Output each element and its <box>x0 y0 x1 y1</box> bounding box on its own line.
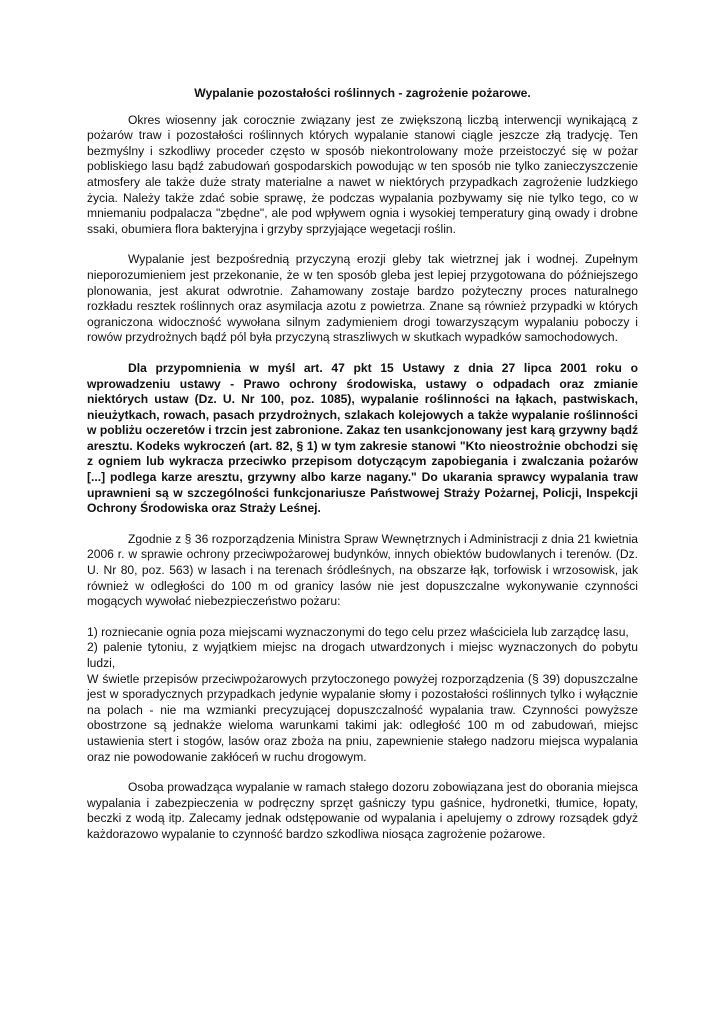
paragraph-closing: Osoba prowadząca wypalanie w ramach stałego dozoru zobowiązana jest do oborania miejsca wypalania i zabezpieczenia w podręczny sprzęt gaśniczy typu gaśnice, hydronetki, tłumice, łopaty, beczki z wodą itp. Zalecamy jednak odstępowanie od wypalania i apelujemy o zdrowy rozsądek gdyż każdorazowo wypalanie to czynność bardzo szkodliwa niosąca zagrożenie pożarowe. <box>87 780 638 841</box>
paragraph-after-list: W świetle przepisów przeciwpożarowych przytoczonego powyżej rozporządzenia (§ 39) dopuszczalne jest w sporadycznych przypadkach jedynie wypalanie słomy i pozostałości roślinnych tylko i wyłącznie na polach - nie ma wzmianki precyzującej dopuszczalność wypalania traw. Czynności powyższe obostrzone są jednakże wieloma warunkami takimi jak: odległość 100 m od zabudowań, miejsc ustawienia stert i stogów, lasów oraz zboża na pniu, zapewnienie stałego nadzoru miejsca wypalania oraz nie powodowanie zakłóceń w ruchu drogowym. <box>87 671 638 764</box>
paragraph-erosion: Wypalanie jest bezpośrednią przyczyną erozji gleby tak wietrznej jak i wodnej. Zupełnym nieporozumieniem jest przekonanie, że w ten sposób gleba jest lepiej przygotowana do późniejszego plonowania, jest akurat odwrotnie. Zahamowany zostaje bardzo pożyteczny proces naturalnego rozkładu resztek roślinnych oraz asymilacja azotu z powietrza. Znane są również przypadki w których ograniczona widoczność wywołana silnym zadymieniem drogi towarzyszącym wypalaniu poboczy i rowów przydrożnych bądź pól była przyczyną straszliwych w skutkach wypadków samochodowych. <box>87 252 638 345</box>
restrictions-list <box>87 625 638 765</box>
list-item: 2) palenie tytoniu, z wyjątkiem miejsc na drogach utwardzonych i miejsc wyznaczonych do pobytu ludzi, <box>87 640 638 670</box>
document-title: Wypalanie pozostałości roślinnych - zagrożenie pożarowe. <box>194 86 531 100</box>
document-page <box>87 86 638 843</box>
list-item: 1) rozniecanie ognia poza miejscami wyznaczonymi do tego celu przez właściciela lub zarządcę lasu, <box>87 624 629 639</box>
paragraph-legal-reminder: Dla przypomnienia w myśl art. 47 pkt 15 Ustawy z dnia 27 lipca 2001 roku o wprowadzeniu ustawy - Prawo ochrony środowiska, ustawy o odpadach oraz zmianie niektórych ustaw (Dz. U. Nr 100, poz. 1085), wypalanie roślinności na łąkach, pastwiskach, nieużytkach, rowach, pasach przydrożnych, szlakach kolejowych a także wypalanie roślinności w pobliżu oczeretów i trzcin jest zabronione. Zakaz ten usankcjonowany jest karą grzywny bądź aresztu. Kodeks wykroczeń (art. 82, § 1) w tym zakresie stanowi "Kto nieostrożnie obchodzi się z ogniem lub wykracza przeciwko przepisom dotyczącym zapobiegania i zwalczania pożarów [...] podlega karze aresztu, grzywny albo karze nagany." Do ukarania sprawcy wypalania traw uprawnieni są w szczególności funkcjonariusze Państwowej Straży Pożarnej, Policji, Inspekcji Ochrony Środowiska oraz Straży Leśnej. <box>87 360 638 516</box>
paragraph-intro: Okres wiosenny jak corocznie związany jest ze zwiększoną liczbą interwencji wynikającą z pożarów traw i pozostałości roślinnych których wypalanie stanowi ciągle jeszcze złą tradycję. Ten bezmyślny i szkodliwy proceder często w sposób niekontrolowany może przeistoczyć się w pożar pobliskiego lasu bądź zabudowań gospodarskich powodując w ten sposób nie tylko zanieczyszczenie atmosfery ale także duże straty materialne a nawet w niektórych przypadkach zagrożenie ludzkiego życia. Należy także zdać sobie sprawę, że podczas wypalania pozbywamy się nie tylko tego, co w mniemaniu podpalacza "zbędne", ale pod wpływem ognia i wysokiej temperatury giną owady i drobne ssaki, obumiera flora bakteryjna i grzyby sprzyjające wegetacji roślin. <box>87 112 638 236</box>
paragraph-regulation: Zgodnie z § 36 rozporządzenia Ministra Spraw Wewnętrznych i Administracji z dnia 21 kwietnia 2006 r. w sprawie ochrony przeciwpożarowej budynków, innych obiektów budowlanych i terenów. (Dz. U. Nr 80, poz. 563) w lasach i na terenach śródleśnych, na obszarze łąk, torfowisk i wrzosowisk, jak również w odległości do 100 m od granicy lasów nie jest dopuszczalne wykonywanie czynności mogących wywołać niebezpieczeństwo pożaru: <box>87 531 638 609</box>
